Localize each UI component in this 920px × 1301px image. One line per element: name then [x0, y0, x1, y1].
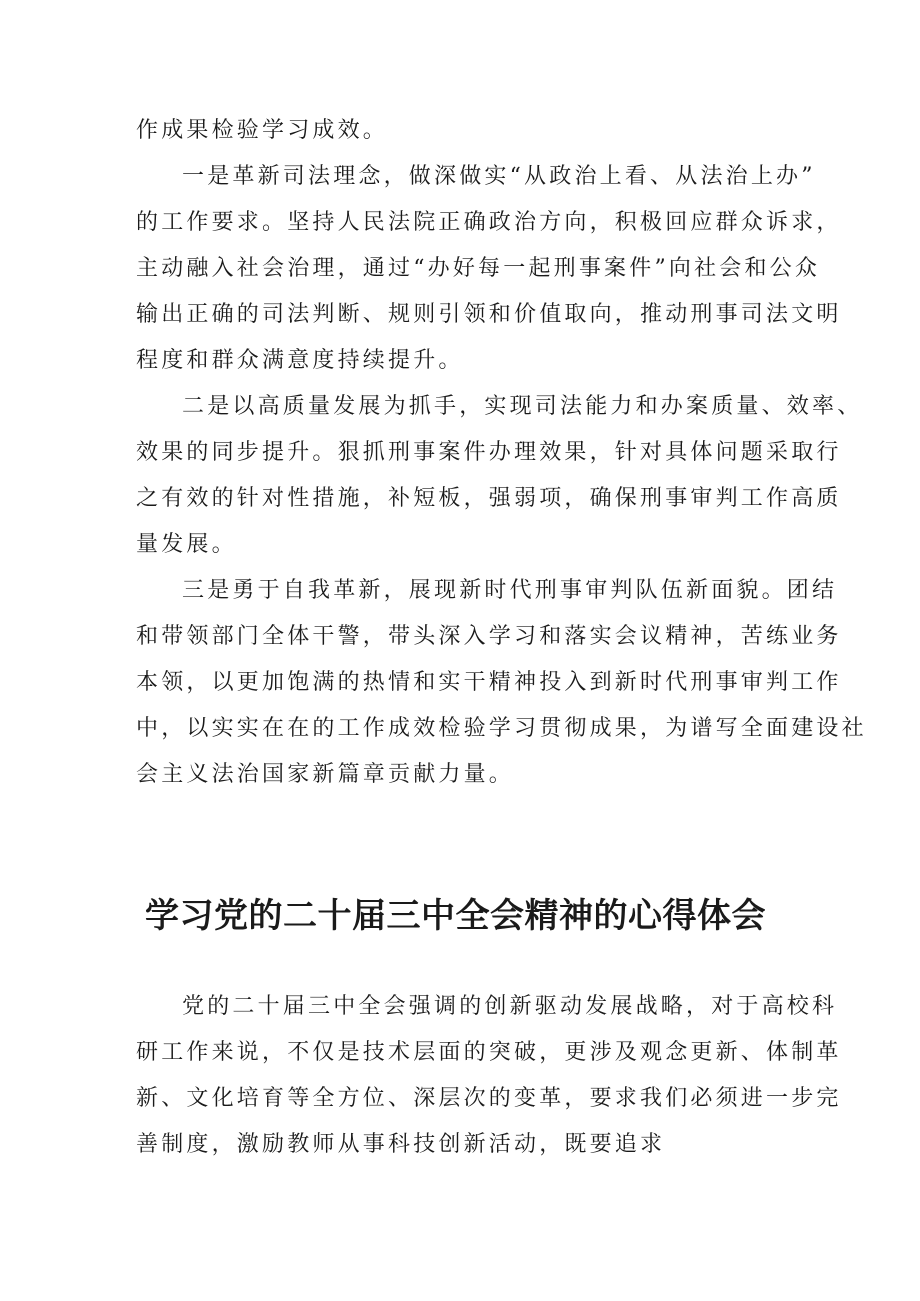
paragraph-line: 和带领部门全体干警，带头深入学习和落实会议精神，苦练业务 — [136, 624, 842, 649]
paragraph-line: 一是革新司法理念，做深做实“从政治上看、从法治上办” — [182, 164, 816, 189]
paragraph-line: 的工作要求。坚持人民法院正确政治方向，积极回应群众诉求， — [136, 210, 842, 235]
paragraph-line: 本领，以更加饱满的热情和实干精神投入到新时代刑事审判工作 — [136, 670, 842, 695]
paragraph-line: 二是以高质量发展为抓手，实现司法能力和办案质量、效率、 — [182, 394, 863, 419]
paragraph-line: 作成果检验学习成效。 — [136, 118, 389, 143]
paragraph-line: 效果的同步提升。狠抓刑事案件办理效果，针对具体问题采取行 — [136, 440, 842, 465]
paragraph-line: 会主义法治国家新篇章贡献力量。 — [136, 762, 515, 787]
paragraph-line: 主动融入社会治理，通过“办好每一起刑事案件”向社会和公众 — [136, 256, 821, 281]
paragraph-line: 中，以实实在在的工作成效检验学习贯彻成果，为谱写全面建设社 — [136, 716, 867, 741]
section-title: 学习党的二十届三中全会精神的心得体会 — [145, 896, 766, 936]
paragraph-line: 新、文化培育等全方位、深层次的变革，要求我们必须进一步完 — [136, 1086, 842, 1111]
paragraph-line: 程度和群众满意度持续提升。 — [136, 348, 464, 373]
paragraph-line: 善制度，激励教师从事科技创新活动，既要追求 — [136, 1132, 666, 1157]
paragraph-line: 研工作来说，不仅是技术层面的突破，更涉及观念更新、体制革 — [136, 1040, 842, 1065]
paragraph-line: 三是勇于自我革新，展现新时代刑事审判队伍新面貌。团结 — [182, 578, 838, 603]
paragraph-line: 之有效的针对性措施，补短板，强弱项，确保刑事审判工作高质 — [136, 486, 842, 511]
paragraph-line: 量发展。 — [136, 532, 237, 557]
paragraph-line: 输出正确的司法判断、规则引领和价值取向，推动刑事司法文明 — [136, 302, 842, 327]
paragraph-line: 党的二十届三中全会强调的创新驱动发展战略，对于高校科 — [182, 994, 838, 1019]
